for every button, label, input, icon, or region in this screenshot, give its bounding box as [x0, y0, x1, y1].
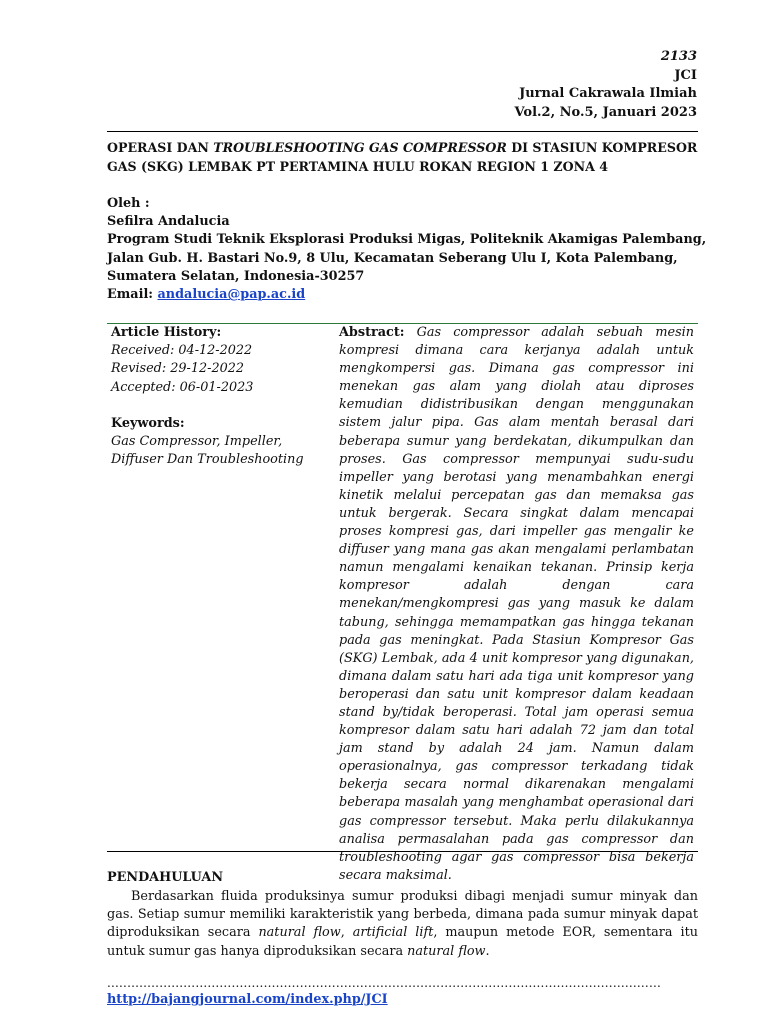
journal-header [515, 48, 697, 122]
title-part-2: TROUBLESHOOTING GAS COMPRESSOR [213, 140, 507, 155]
table-bottom-rule [107, 851, 698, 852]
footer-link-line [107, 992, 388, 1007]
intro-text-4: . [485, 943, 490, 959]
accepted-date: Accepted: 06-01-2023 [111, 379, 254, 395]
intro-em-2: artificial lift [352, 925, 434, 941]
header-rule [107, 131, 698, 132]
paper-title [107, 139, 707, 176]
by-label: Oleh : [107, 196, 150, 211]
received-date: Received: 04-12-2022 [111, 343, 253, 359]
email-line [107, 286, 707, 304]
title-part-1: OPERASI DAN [107, 140, 214, 155]
section-heading-introduction: PENDAHULUAN [107, 870, 224, 885]
article-history-heading: Article History: [111, 325, 222, 340]
introduction-paragraph [107, 888, 698, 961]
intro-em-3: natural flow [407, 943, 486, 959]
author-affiliation: Program Studi Teknik Eksplorasi Produksi Migas, Politeknik Akamigas Palembang, Jalan Gub. H. Bastari No.9, 8 Ulu, Kecamatan Seberang Ulu I, Kota Palembang, Sumatera Selatan, Indonesia-30257 [107, 232, 707, 284]
keywords-text: Gas Compressor, Impeller, Diffuser Dan Troubleshooting [111, 434, 304, 468]
author-block [107, 195, 707, 304]
spacer [111, 397, 316, 415]
footer-dotted-rule: .......................................................................................................................................... [107, 976, 661, 990]
abstract-label: Abstract: [339, 325, 405, 340]
intro-text-2: , [340, 925, 353, 941]
abstract [339, 324, 694, 885]
page-number: 2133 [660, 49, 697, 64]
intro-text-3: , maupun metode EOR, sementara itu untuk sumur gas hanya diproduksikan secara [107, 925, 698, 959]
journal-volume: Vol.2, No.5, Januari 2023 [514, 104, 697, 120]
article-info-column [111, 324, 316, 469]
revised-date: Revised: 29-12-2022 [111, 361, 245, 377]
journal-abbrev: JCI [674, 67, 697, 83]
email-label: Email: [107, 287, 158, 303]
footer-url-link[interactable]: http://bajangjournal.com/index.php/JCI [107, 992, 388, 1007]
author-name: Sefilra Andalucia [107, 214, 230, 230]
journal-name: Jurnal Cakrawala Ilmiah [519, 86, 697, 101]
keywords-heading: Keywords: [111, 415, 185, 431]
intro-text-1: Berdasarkan fluida produksinya sumur produksi dibagi menjadi sumur minyak dan gas. Setiap sumur memiliki karakteristik yang berbeda, dimana pada sumur minyak dapat diproduksikan secara [107, 889, 698, 941]
abstract-text: Gas compressor adalah sebuah mesin kompresi dimana cara kerjanya adalah untuk mengkompersi gas. Dimana gas compressor ini menekan gas alam yang diolah atau diproses kemudian didistribusikan dengan menggunakan sistem jalur pipa. Gas alam mentah berasal dari beberapa sumur yang berdekatan, dikumpulkan dan proses. Gas compressor mempunyai sudu-sudu impeller yang berotasi yang menambahkan energi kinetik melalui percepatan gas dan memaksa gas untuk bergerak. Secara singkat dalam mencapai proses kompresi gas, dari impeller gas mengalir ke diffuser yang mana gas akan mengalami perlambatan namun mengalami kenaikan tekanan. Prinsip kerja kompresor adalah dengan cara menekan/mengkompresi gas yang masuk ke dalam tabung, sehingga memampatkan gas hingga tekanan pada gas meningkat. Pada Stasiun Kompresor Gas (SKG) Lembak, ada 4 unit kompresor yang digunakan, dimana dalam satu hari ada tiga unit kompresor yang beroperasi dan satu unit kompresor dalam keadaan stand by/tidak beroperasi. Total jam operasi semua kompresor dalam satu hari adalah 72 jam dan total jam stand by adalah 24 jam. Namun dalam operasionalnya, gas compressor terkadang tidak bekerja secara normal dikarenakan mengalami beberapa masalah yang menghambat operasional dari gas compressor tersebut. Maka perlu dilakukannya analisa permasalahan pada gas compressor dan troubleshooting agar gas compressor bisa bekerja secara maksimal. [339, 325, 694, 883]
title-part-3: DI STASIUN KOMPRESOR GAS (SKG) LEMBAK PT PERTAMINA HULU ROKAN REGION 1 ZONA 4 [107, 140, 698, 174]
email-link[interactable]: andalucia@pap.ac.id [157, 287, 306, 303]
intro-em-1: natural flow [258, 925, 341, 941]
